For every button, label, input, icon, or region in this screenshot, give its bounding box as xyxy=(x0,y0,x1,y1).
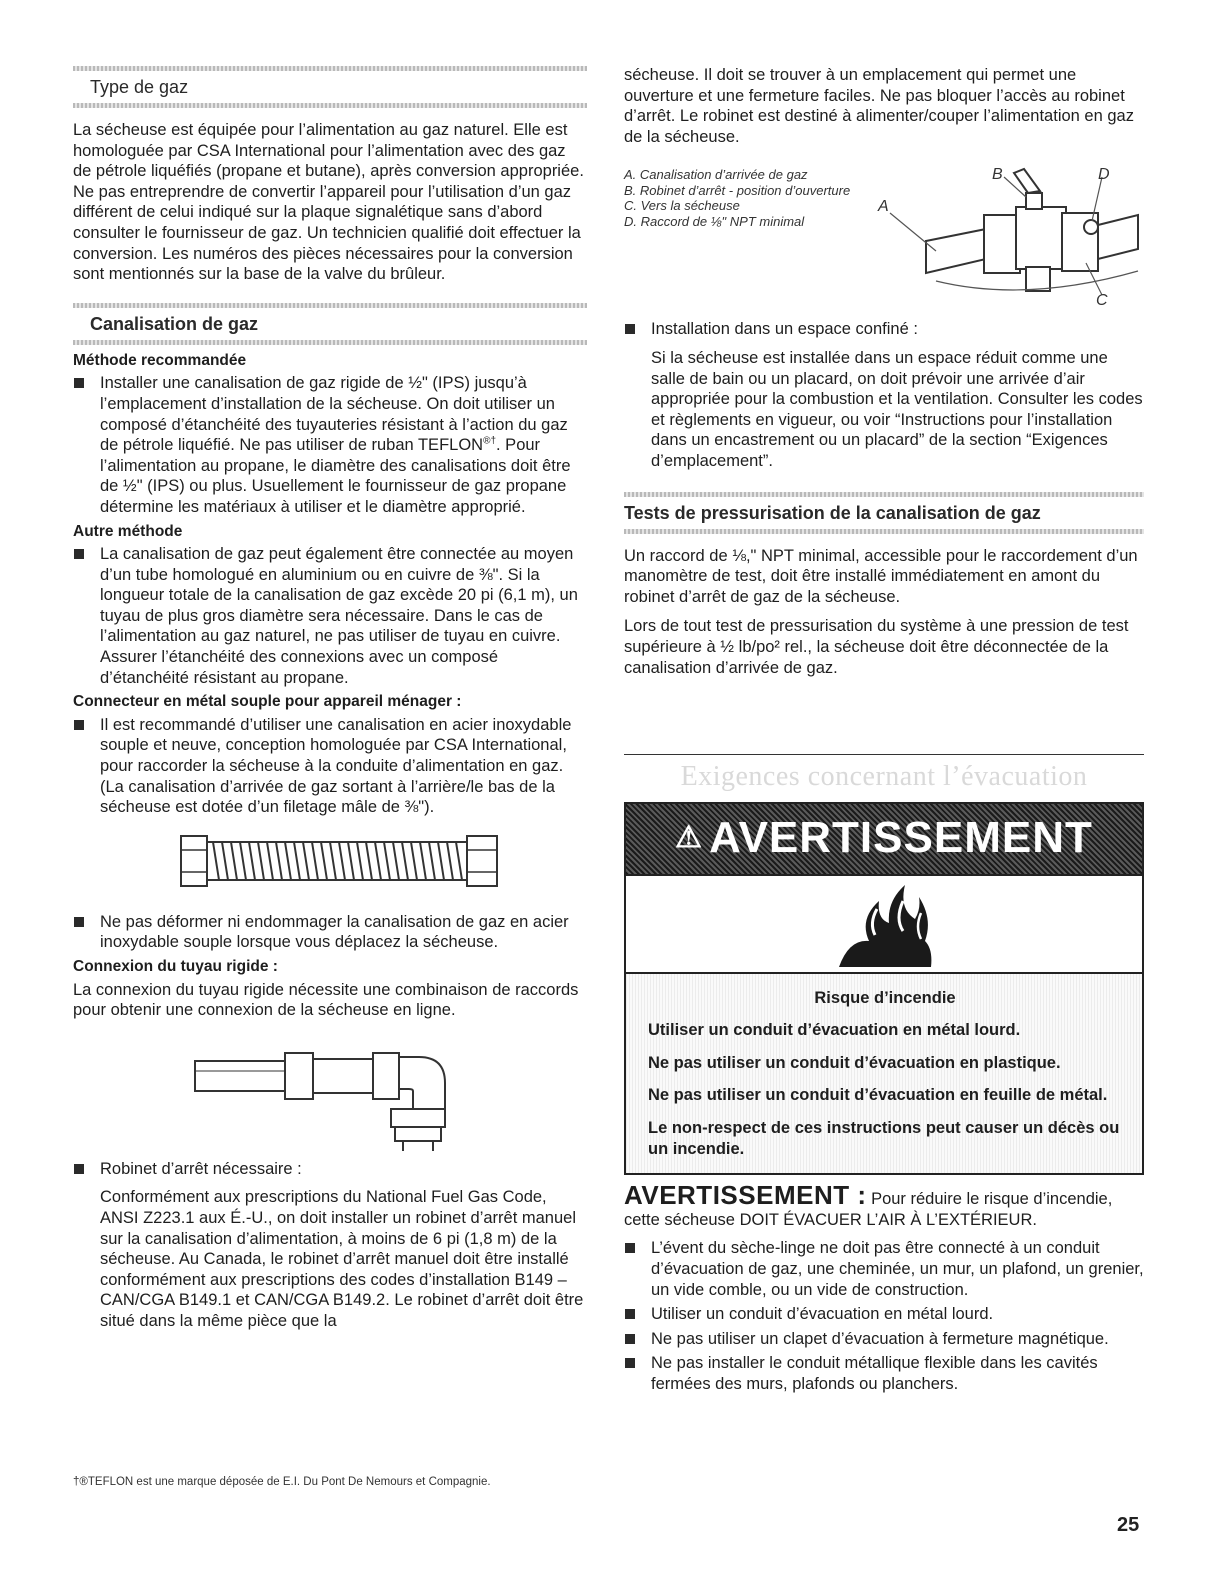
methode-recommandee-text xyxy=(100,373,587,517)
heading-type-gaz: Type de gaz xyxy=(90,77,189,97)
shutoff-valve-figure xyxy=(624,163,1144,313)
autre-methode-text: La canalisation de gaz peut également être connectée au moyen d’un tube homologué en aluminium ou en cuivre de ⅜". Si la longueur totale de la canalisation de gaz excède 20 pi (6,1 m), un tuyau de plus gros diamètre sera nécessaire. Dans le cas de l’alimentation au gaz naturel, ne pas utiliser de tuyau en cuivre. Assurer l’étanchéité des connexions avec un composé d’étanchéité résistant au propane. xyxy=(100,545,578,687)
connecteur-text: Il est recommandé d’utiliser une canalisation en acier inoxydable souple et neuve, conception homologuée par CSA International, pour raccorder la sécheuse à la conduite d’alimentation en gaz. (La canalisation d’arrivée de gaz sortant à l’arrière/le bas de la sécheuse est dotée d’un filetage mâle de ⅜"). xyxy=(100,715,572,817)
robinet-continuation-text: sécheuse. Il doit se trouver à un emplacement qui permet une ouverture et une fermeture faciles. Ne pas bloquer l’accès au robinet d’arrêt. Le robinet est destiné à alimenter/couper l’alimentation en gaz de la sécheuse. xyxy=(624,66,1134,146)
legend-d: D. Raccord de ⅛" NPT minimal xyxy=(624,213,805,229)
robinet-title: Robinet d’arrêt nécessaire : xyxy=(100,1159,302,1178)
bullet-square-icon xyxy=(625,1334,635,1344)
bullet-deformer xyxy=(73,912,587,953)
bullet-square-icon xyxy=(74,917,84,927)
bullet-square-icon xyxy=(74,378,84,388)
bullet-evac-1 xyxy=(624,1238,1144,1300)
section-type-gaz-header xyxy=(73,60,587,108)
warning-text-panel xyxy=(626,974,1142,1174)
confine-text: Si la sécheuse est installée dans un espace réduit comme une salle de bain ou un placard, on doit prévoir une arrivée d’air appropriée pour la combustion et la ventilation. Consulter les codes et règlements en vigueur, ou voir “Instructions pour l’installation dans un encastrement ou un placard” de la section “Exigences d’emplacement”. xyxy=(651,348,1143,470)
bullet-square-icon xyxy=(74,720,84,730)
avertissement-text: Pour réduire le risque d’incendie, cette sécheuse DOIT ÉVACUER L’AIR À L’EXTÉRIEUR. xyxy=(624,1190,1113,1229)
bullet-autre-methode xyxy=(73,544,587,688)
autre-methode-title: Autre méthode xyxy=(73,522,183,540)
confine-title: Installation dans un espace confiné : xyxy=(651,320,918,339)
bullet-methode-recommandee xyxy=(73,373,587,517)
warning-triangle-icon: ⚠ xyxy=(675,821,704,855)
warning-line-4: Le non-respect de ces instructions peut causer un décès ou un incendie. xyxy=(648,1119,1120,1158)
heading-tests: Tests de pressurisation de la canalisation de gaz xyxy=(624,502,1041,523)
legend-a: A. Canalisation d’arrivée de gaz xyxy=(624,167,808,183)
rigid-pipe-elbow-icon xyxy=(73,1031,587,1151)
avertissement-label: AVERTISSEMENT : xyxy=(624,1180,867,1211)
evac-bullet-2: Utiliser un conduit d’évacuation en métal lourd. xyxy=(651,1305,994,1324)
label-letter-d: D xyxy=(1098,166,1110,184)
section-canalisation-header xyxy=(73,297,587,345)
bullet-square-icon xyxy=(625,1243,635,1253)
bullet-evac-4 xyxy=(624,1353,1144,1394)
type-gaz-text: La sécheuse est équipée pour l’alimentation au gaz naturel. Elle est homologuée par CSA International pour l’alimentation avec des gaz de pétrole liquéfiés (propane et butane), après conversion appropriée. Ne pas entreprendre de convertir l’appareil pour l’utilisation d’un gaz différent de celui indiqué sur la plaque signalétique sans d’abord consulter le fournisseur de gaz. Un technicien qualifié doit effectuer la conversion. Les numéros des pièces nécessaires pour la conversion sont mentionnés sur la base de la valve du brûleur. xyxy=(73,121,584,284)
flexible-hose-icon xyxy=(73,830,587,894)
evacuation-divider xyxy=(624,754,1144,755)
left-column xyxy=(73,60,587,1336)
bullet-square-icon xyxy=(625,1358,635,1368)
label-letter-b: B xyxy=(992,166,1003,184)
gas-valve-icon xyxy=(876,163,1146,313)
legend-c: C. Vers la sécheuse xyxy=(624,198,740,214)
right-column xyxy=(624,65,1144,1399)
heading-canalisation: Canalisation de gaz xyxy=(90,313,259,334)
bullet-evac-2 xyxy=(624,1304,1144,1325)
page-number: 25 xyxy=(1117,1514,1140,1536)
deformer-text: Ne pas déformer ni endommager la canalisation de gaz en acier inoxydable souple lorsque vous déplacez la sécheuse. xyxy=(100,912,569,952)
risk-title: Risque d’incendie xyxy=(814,988,956,1007)
warning-title: AVERTISSEMENT xyxy=(709,813,1093,863)
teflon-sup: ®† xyxy=(483,435,497,447)
connecteur-title: Connecteur en métal souple pour appareil ménager : xyxy=(73,693,462,711)
flexible-connector-illustration xyxy=(73,830,587,904)
methode-recommandee-title: Méthode recommandée xyxy=(73,351,247,369)
section-tests-header xyxy=(624,486,1144,534)
evacuation-section-title: Exigences concernant l’évacuation xyxy=(680,761,1088,793)
avertissement-paragraph xyxy=(624,1180,1144,1230)
methode-rec-text-b: . Pour l’alimentation au propane, le diamètre des canalisations doit être de ½" (IPS) ou plus. Usuellement le fournisseur de gaz propane détermine les matériaux à utiliser et le diamètre approprié. xyxy=(100,436,571,516)
fire-icon xyxy=(829,879,939,969)
bullet-espace-confine xyxy=(624,319,1144,471)
bullet-robinet xyxy=(73,1159,587,1332)
label-letter-a: A xyxy=(878,198,889,216)
rigid-pipe-illustration xyxy=(73,1031,587,1151)
warning-line-3: Ne pas utiliser un conduit d’évacuation en feuille de métal. xyxy=(648,1086,1108,1105)
robinet-text: Conformément aux prescriptions du National Fuel Gas Code, ANSI Z223.1 aux É.-U., on doit installer un robinet d’arrêt manuel sur la canalisation d’alimentation, à moins de 6 pi (1,8 m) de la sécheuse. Au Canada, le robinet d’arrêt manuel doit être installé conformément aux prescriptions des codes d’installation B149 – CAN/CGA B149.1 et CAN/CGA B149.2. Le robinet d’arrêt doit être situé dans la même pièce que la xyxy=(100,1188,584,1330)
valve-diagram-legend xyxy=(624,167,874,229)
bullet-evac-3 xyxy=(624,1329,1144,1350)
tests-p1: Un raccord de ⅛," NPT minimal, accessible pour le raccordement d’un manomètre de test, doit être installé immédiatement en amont du robinet d’arrêt de gaz de la sécheuse. xyxy=(624,546,1138,606)
label-letter-c: C xyxy=(1096,292,1108,310)
tests-p2: Lors de tout test de pressurisation du système à une pression de test supérieure à ½ lb/po² rel., la sécheuse doit être déconnectée de la canalisation d’arrivée de gaz. xyxy=(624,617,1129,677)
bullet-square-icon xyxy=(74,549,84,559)
methode-rec-text-a: Installer une canalisation de gaz rigide de ½" (IPS) jusqu’à l’emplacement d’installation de la sécheuse. On doit utiliser un composé d’étanchéité des tuyauteries résistant à l’action du gaz de pétrole liquéfié. Ne pas utiliser de ruban TEFLON xyxy=(100,374,568,455)
connexion-title: Connexion du tuyau rigide : xyxy=(73,958,278,975)
footnote: †®TEFLON est une marque déposée de E.I. Du Pont De Nemours et Compagnie. xyxy=(73,1476,491,1488)
warning-title-bar xyxy=(626,804,1142,874)
evac-bullet-3: Ne pas utiliser un clapet d’évacuation à fermeture magnétique. xyxy=(651,1329,1109,1348)
evac-bullet-1: L’évent du sèche-linge ne doit pas être connecté à un conduit d’évacuation de gaz, une cheminée, un mur, un plafond, un grenier, un vide comble, ou un vide de construction. xyxy=(651,1239,1144,1299)
evac-bullet-4: Ne pas installer le conduit métallique flexible dans les cavités fermées des murs, plafonds ou planchers. xyxy=(651,1354,1098,1393)
bullet-square-icon xyxy=(625,1309,635,1319)
warning-box xyxy=(624,802,1144,1176)
legend-b: B. Robinet d’arrêt - position d’ouverture xyxy=(624,182,851,198)
fire-symbol-panel xyxy=(626,874,1142,974)
bullet-connecteur xyxy=(73,715,587,818)
warning-line-1: Utiliser un conduit d’évacuation en métal lourd. xyxy=(648,1021,1021,1040)
bullet-square-icon xyxy=(74,1164,84,1174)
connexion-text: La connexion du tuyau rigide nécessite une combinaison de raccords pour obtenir une connexion de la sécheuse en ligne. xyxy=(73,980,579,1020)
bullet-square-icon xyxy=(625,324,635,334)
warning-line-2: Ne pas utiliser un conduit d’évacuation en plastique. xyxy=(648,1053,1061,1072)
